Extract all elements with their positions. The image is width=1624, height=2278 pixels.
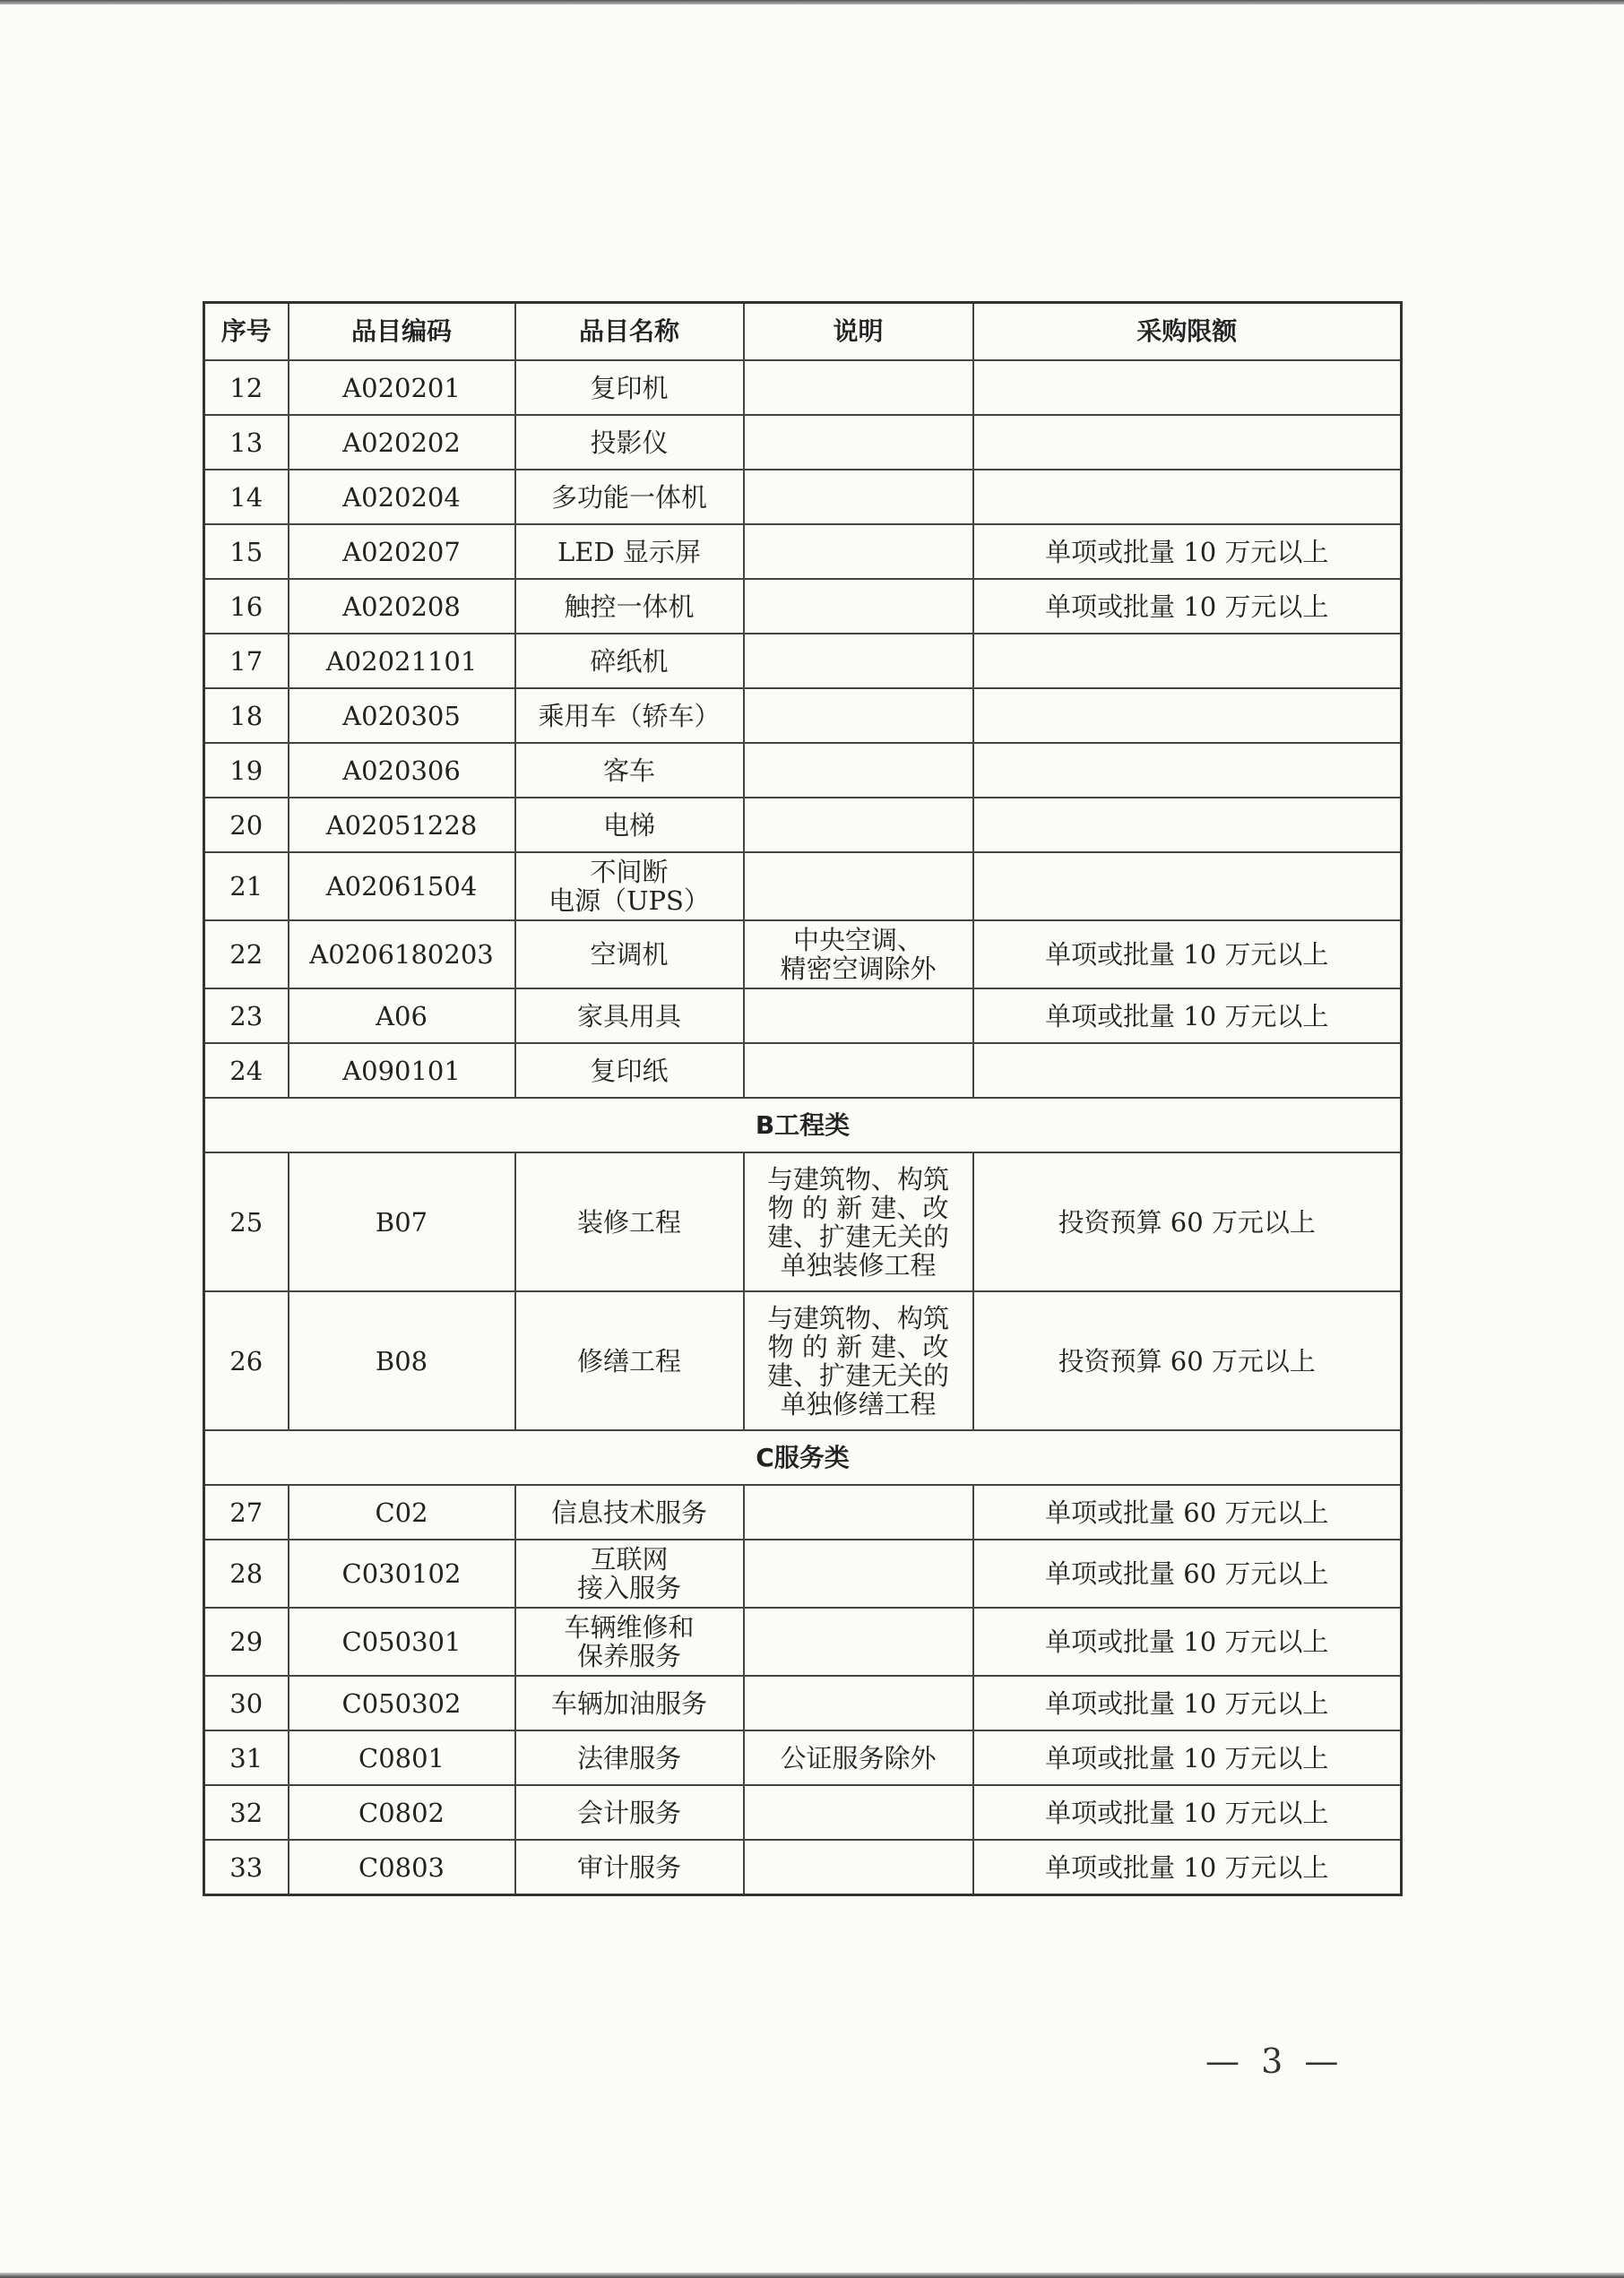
cell-item-code <box>289 634 515 688</box>
cell-note-line: 与建筑物、构筑 <box>766 1302 949 1333</box>
cell-purchase-limit <box>973 1730 1402 1785</box>
cell-serial-number-line: 19 <box>229 755 263 786</box>
table-row <box>204 634 1402 688</box>
cell-note <box>744 1676 973 1730</box>
cell-purchase-limit-line: 单项或批量 60 万元以上 <box>1045 1558 1329 1589</box>
cell-purchase-limit-line: 单项或批量 10 万元以上 <box>1045 1000 1329 1031</box>
cell-item-name <box>515 1730 744 1785</box>
cell-item-name-line: LED 显示屏 <box>557 536 701 567</box>
cell-purchase-limit-line: 单项或批量 10 万元以上 <box>1045 1797 1329 1828</box>
cell-item-code-line: A020306 <box>342 755 461 786</box>
cell-serial-number <box>204 1840 289 1895</box>
table-row <box>204 1730 1402 1785</box>
cell-item-name-line: 互联网 <box>590 1544 669 1575</box>
table-row <box>204 1676 1402 1730</box>
cell-item-code-line: A02021101 <box>325 645 478 677</box>
cell-item-code <box>289 920 515 988</box>
cell-purchase-limit <box>973 579 1402 634</box>
cell-item-code-line: C030102 <box>341 1558 462 1589</box>
cell-serial-number-line: 26 <box>229 1345 263 1376</box>
cell-serial-number-line: 17 <box>229 645 263 677</box>
cell-purchase-limit <box>973 920 1402 988</box>
cell-item-name <box>515 988 744 1043</box>
cell-item-code <box>289 688 515 743</box>
cell-note <box>744 360 973 415</box>
header-item-code: 品目编码 <box>289 303 515 361</box>
cell-item-code <box>289 1608 515 1676</box>
cell-item-name-line: 客车 <box>602 755 655 786</box>
cell-item-name-line: 乘用车（轿车） <box>538 700 721 731</box>
table-row <box>204 798 1402 852</box>
cell-item-name-line: 接入服务 <box>576 1573 681 1603</box>
cell-serial-number-line: 32 <box>229 1797 263 1828</box>
cell-serial-number-line: 33 <box>229 1851 263 1883</box>
cell-item-code <box>289 524 515 579</box>
cell-note-line: 公证服务除外 <box>780 1742 937 1773</box>
table-row <box>204 1043 1402 1098</box>
cell-item-code-line: C050301 <box>341 1627 462 1657</box>
cell-purchase-limit <box>973 634 1402 688</box>
cell-serial-number-line: 16 <box>229 591 263 622</box>
cell-item-code <box>289 1043 515 1098</box>
header-purchase-limit: 采购限额 <box>973 303 1402 361</box>
cell-note <box>744 415 973 470</box>
cell-purchase-limit <box>973 743 1402 798</box>
cell-purchase-limit-line: 单项或批量 10 万元以上 <box>1045 591 1329 622</box>
cell-serial-number <box>204 1730 289 1785</box>
cell-item-name <box>515 688 744 743</box>
cell-item-name <box>515 1043 744 1098</box>
cell-note-line: 单独装修工程 <box>780 1249 937 1281</box>
cell-serial-number-line: 23 <box>229 1000 263 1031</box>
table-row <box>204 1840 1402 1895</box>
cell-item-name-line: 空调机 <box>590 939 669 970</box>
cell-item-code <box>289 415 515 470</box>
table-row <box>204 579 1402 634</box>
cell-note-line: 物 的 新 建、改 <box>767 1192 949 1223</box>
table-row <box>204 1608 1402 1676</box>
cell-note-line: 与建筑物、构筑 <box>766 1163 949 1195</box>
header-note: 说明 <box>744 303 973 361</box>
cell-item-code-line: A06 <box>376 1000 428 1031</box>
goods-rows <box>204 360 1402 1098</box>
category-row-engineering <box>204 1098 1402 1152</box>
cell-item-name-line: 碎纸机 <box>590 645 669 677</box>
cell-purchase-limit-line: 单项或批量 10 万元以上 <box>1045 1687 1329 1719</box>
cell-purchase-limit <box>973 1540 1402 1608</box>
cell-item-name <box>515 1485 744 1540</box>
cell-purchase-limit-line: 投资预算 60 万元以上 <box>1058 1206 1316 1238</box>
cell-item-name-line: 多功能一体机 <box>550 481 707 513</box>
cell-purchase-limit <box>973 1840 1402 1895</box>
table-row <box>204 852 1402 920</box>
cell-item-name <box>515 415 744 470</box>
cell-item-code-line: A020208 <box>342 591 461 622</box>
cell-serial-number <box>204 1152 289 1291</box>
table-row <box>204 415 1402 470</box>
cell-purchase-limit <box>973 988 1402 1043</box>
cell-note <box>744 1043 973 1098</box>
cell-purchase-limit-line: 单项或批量 10 万元以上 <box>1045 1851 1329 1883</box>
cell-serial-number <box>204 524 289 579</box>
table-row <box>204 920 1402 988</box>
table-row <box>204 988 1402 1043</box>
cell-serial-number-line: 27 <box>229 1497 263 1528</box>
cell-item-name-line: 信息技术服务 <box>550 1497 707 1528</box>
cell-serial-number <box>204 688 289 743</box>
cell-serial-number-line: 22 <box>229 939 263 970</box>
table-row <box>204 1540 1402 1608</box>
cell-purchase-limit-line: 投资预算 60 万元以上 <box>1058 1345 1316 1376</box>
table-row <box>204 1152 1402 1291</box>
cell-note <box>744 920 973 988</box>
cell-serial-number-line: 28 <box>229 1558 263 1589</box>
cell-item-name <box>515 1676 744 1730</box>
cell-purchase-limit <box>973 1785 1402 1840</box>
cell-serial-number <box>204 852 289 920</box>
cell-note <box>744 579 973 634</box>
cell-item-code <box>289 1840 515 1895</box>
cell-serial-number-line: 18 <box>229 700 263 731</box>
category-label-engineering: B工程类 <box>204 1098 1402 1152</box>
cell-serial-number-line: 25 <box>229 1206 263 1238</box>
table-header-row <box>204 303 1402 361</box>
cell-note <box>744 1840 973 1895</box>
cell-item-code-line: A02061504 <box>325 871 478 902</box>
cell-purchase-limit <box>973 470 1402 524</box>
cell-item-code-line: C0802 <box>358 1797 445 1828</box>
cell-serial-number <box>204 1291 289 1430</box>
cell-item-name-line: 修缮工程 <box>576 1345 681 1376</box>
cell-item-name-line: 车辆加油服务 <box>550 1687 707 1719</box>
cell-item-code-line: A020202 <box>342 427 461 458</box>
table-row <box>204 1485 1402 1540</box>
table-row <box>204 1291 1402 1430</box>
cell-item-name <box>515 1608 744 1676</box>
cell-item-code-line: B07 <box>375 1206 428 1238</box>
cell-serial-number <box>204 1485 289 1540</box>
engineering-rows <box>204 1152 1402 1430</box>
cell-purchase-limit <box>973 1485 1402 1540</box>
cell-serial-number <box>204 988 289 1043</box>
cell-item-name-line: 审计服务 <box>576 1851 681 1883</box>
category-row-services <box>204 1430 1402 1485</box>
header-item-name: 品目名称 <box>515 303 744 361</box>
cell-purchase-limit-line: 单项或批量 10 万元以上 <box>1045 536 1329 567</box>
cell-item-code-line: A0206180203 <box>309 939 494 970</box>
cell-item-name-line: 复印机 <box>590 372 669 403</box>
table-row <box>204 743 1402 798</box>
cell-purchase-limit <box>973 1291 1402 1430</box>
cell-item-name <box>515 1152 744 1291</box>
cell-note <box>744 1540 973 1608</box>
page-top-edge <box>0 0 1624 4</box>
cell-item-code-line: A020207 <box>342 536 461 567</box>
cell-purchase-limit <box>973 1676 1402 1730</box>
cell-item-name-line: 电源（UPS） <box>549 885 710 916</box>
cell-item-code-line: C02 <box>375 1497 428 1528</box>
cell-serial-number <box>204 798 289 852</box>
cell-note <box>744 988 973 1043</box>
cell-note <box>744 1485 973 1540</box>
cell-note <box>744 1785 973 1840</box>
cell-serial-number <box>204 415 289 470</box>
cell-note <box>744 1291 973 1430</box>
cell-item-code-line: B08 <box>375 1345 428 1376</box>
cell-serial-number-line: 20 <box>229 809 263 841</box>
cell-serial-number <box>204 1608 289 1676</box>
cell-item-code-line: C050302 <box>341 1687 462 1719</box>
cell-item-code-line: A020201 <box>342 372 461 403</box>
cell-item-name <box>515 1540 744 1608</box>
cell-item-code <box>289 988 515 1043</box>
cell-item-name <box>515 524 744 579</box>
cell-item-name-line: 法律服务 <box>576 1742 681 1773</box>
cell-serial-number-line: 24 <box>229 1055 263 1086</box>
cell-note <box>744 743 973 798</box>
cell-item-name <box>515 1291 744 1430</box>
cell-purchase-limit-line: 单项或批量 10 万元以上 <box>1045 939 1329 970</box>
cell-note-line: 中央空调、 <box>792 925 923 955</box>
cell-note-line: 单独修缮工程 <box>780 1388 937 1419</box>
cell-item-name-line: 家具用具 <box>576 1000 681 1031</box>
cell-note <box>744 1608 973 1676</box>
cell-item-name-line: 触控一体机 <box>564 591 695 622</box>
cell-item-name-line: 保养服务 <box>576 1641 681 1671</box>
page-number: — 3 — <box>1205 2041 1344 2081</box>
cell-item-code <box>289 1152 515 1291</box>
cell-note-line: 建、扩建无关的 <box>766 1359 949 1391</box>
cell-item-name-line: 电梯 <box>602 809 655 841</box>
cell-item-code <box>289 1540 515 1608</box>
table-row <box>204 360 1402 415</box>
cell-serial-number-line: 15 <box>229 536 263 567</box>
cell-item-name <box>515 360 744 415</box>
cell-note <box>744 524 973 579</box>
header-serial-number: 序号 <box>204 303 289 361</box>
cell-serial-number-line: 29 <box>229 1627 263 1657</box>
cell-note <box>744 1152 973 1291</box>
procurement-catalog-table <box>203 301 1403 1896</box>
cell-item-code <box>289 1730 515 1785</box>
cell-item-code-line: A02051228 <box>325 809 478 841</box>
cell-item-code <box>289 360 515 415</box>
cell-item-name-line: 会计服务 <box>576 1797 681 1828</box>
cell-serial-number <box>204 1043 289 1098</box>
cell-item-code <box>289 1676 515 1730</box>
cell-purchase-limit-line: 单项或批量 60 万元以上 <box>1045 1497 1329 1528</box>
cell-serial-number-line: 21 <box>229 871 263 902</box>
cell-item-name <box>515 852 744 920</box>
cell-note <box>744 688 973 743</box>
cell-serial-number-line: 31 <box>229 1742 263 1773</box>
cell-serial-number-line: 12 <box>229 372 263 403</box>
cell-purchase-limit-line: 单项或批量 10 万元以上 <box>1045 1742 1329 1773</box>
cell-item-code <box>289 1485 515 1540</box>
cell-item-name-line: 装修工程 <box>576 1206 681 1238</box>
cell-serial-number <box>204 1785 289 1840</box>
table-row <box>204 1785 1402 1840</box>
cell-item-name <box>515 920 744 988</box>
cell-item-code <box>289 852 515 920</box>
cell-item-code-line: C0803 <box>358 1851 445 1883</box>
cell-note-line: 精密空调除外 <box>780 953 937 984</box>
cell-purchase-limit <box>973 360 1402 415</box>
cell-item-name <box>515 798 744 852</box>
cell-item-code <box>289 743 515 798</box>
cell-purchase-limit <box>973 524 1402 579</box>
cell-note <box>744 852 973 920</box>
cell-item-name <box>515 470 744 524</box>
cell-serial-number-line: 14 <box>229 481 263 513</box>
cell-note <box>744 798 973 852</box>
cell-item-name-line: 车辆维修和 <box>564 1612 695 1643</box>
cell-note <box>744 1730 973 1785</box>
cell-serial-number <box>204 743 289 798</box>
cell-purchase-limit-line: 单项或批量 10 万元以上 <box>1045 1627 1329 1657</box>
page-bottom-edge <box>0 2273 1624 2278</box>
cell-note <box>744 470 973 524</box>
cell-purchase-limit <box>973 852 1402 920</box>
cell-serial-number <box>204 920 289 988</box>
cell-note <box>744 634 973 688</box>
cell-item-code <box>289 1291 515 1430</box>
cell-note-line: 建、扩建无关的 <box>766 1221 949 1252</box>
cell-item-name-line: 投影仪 <box>590 427 669 458</box>
cell-purchase-limit <box>973 1043 1402 1098</box>
cell-purchase-limit <box>973 798 1402 852</box>
cell-serial-number <box>204 1540 289 1608</box>
cell-serial-number <box>204 579 289 634</box>
service-rows <box>204 1485 1402 1895</box>
table-row <box>204 688 1402 743</box>
cell-item-code-line: A020204 <box>342 481 461 513</box>
cell-serial-number-line: 13 <box>229 427 263 458</box>
cell-item-name <box>515 1840 744 1895</box>
cell-serial-number <box>204 1676 289 1730</box>
cell-serial-number <box>204 360 289 415</box>
cell-item-code-line: A090101 <box>342 1055 461 1086</box>
cell-item-code <box>289 798 515 852</box>
cell-item-name <box>515 743 744 798</box>
cell-serial-number-line: 30 <box>229 1687 263 1719</box>
cell-purchase-limit <box>973 688 1402 743</box>
cell-serial-number <box>204 634 289 688</box>
category-c-section <box>204 1430 1402 1485</box>
cell-item-code <box>289 1785 515 1840</box>
category-b-section <box>204 1098 1402 1152</box>
category-label-services: C服务类 <box>204 1430 1402 1485</box>
cell-item-code <box>289 470 515 524</box>
cell-item-code-line: C0801 <box>358 1742 445 1773</box>
cell-item-name-line: 复印纸 <box>590 1055 669 1086</box>
table-row <box>204 524 1402 579</box>
table-row <box>204 470 1402 524</box>
cell-item-code <box>289 579 515 634</box>
cell-item-name <box>515 579 744 634</box>
cell-serial-number <box>204 470 289 524</box>
cell-item-name-line: 不间断 <box>590 857 669 887</box>
cell-item-name <box>515 634 744 688</box>
cell-purchase-limit <box>973 415 1402 470</box>
cell-note-line: 物 的 新 建、改 <box>767 1331 949 1362</box>
cell-item-code-line: A020305 <box>342 700 461 731</box>
cell-purchase-limit <box>973 1608 1402 1676</box>
cell-item-name <box>515 1785 744 1840</box>
cell-purchase-limit <box>973 1152 1402 1291</box>
